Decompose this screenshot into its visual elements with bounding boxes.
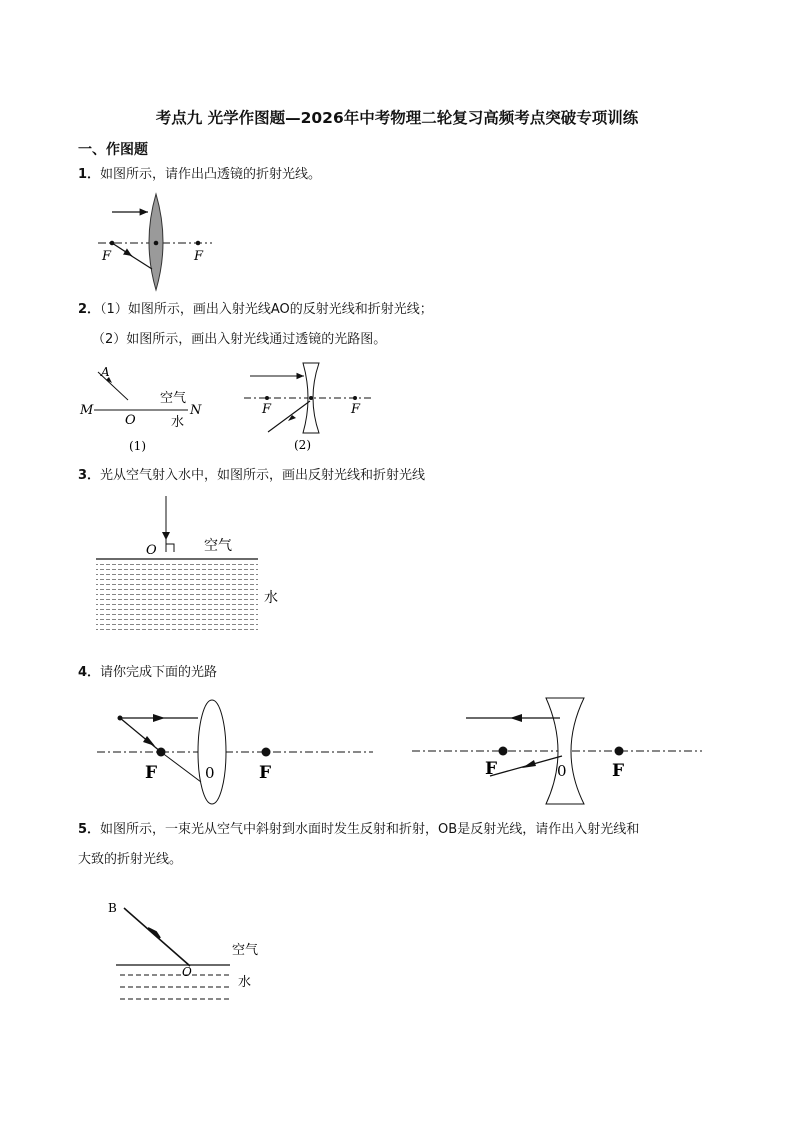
label-f: F: [194, 249, 204, 264]
question-number: 1．: [78, 167, 101, 182]
page-title: 考点九 光学作图题—2026年中考物理二轮复习高频考点突破专项训练: [155, 109, 639, 127]
label-air: 空气: [232, 943, 259, 958]
focal-point: [157, 748, 166, 757]
incident-ray: [120, 718, 161, 752]
question-number: 3．: [78, 468, 101, 483]
label-air: 空气: [160, 391, 187, 406]
label-air: 空气: [204, 538, 232, 554]
label-o: O: [146, 543, 157, 558]
question-text: 大致的折射光线。: [78, 852, 183, 867]
optical-center: [154, 241, 159, 246]
ray-arrow: [148, 928, 160, 938]
label-o: 0: [205, 764, 215, 782]
question-number: 4．: [78, 665, 101, 680]
figure-caption: (2): [294, 438, 311, 452]
focal-point: [110, 241, 115, 246]
question-text: 如图所示，请作出凸透镜的折射光线。: [100, 167, 322, 182]
figure-reflection-refraction: [76, 362, 206, 457]
label-water: 水: [238, 975, 252, 990]
figure-caption: (1): [129, 439, 146, 453]
right-angle-mark: [166, 544, 174, 552]
optical-center: [309, 396, 313, 400]
focal-point: [499, 747, 508, 756]
section-heading: 一、作图题: [78, 142, 148, 158]
figure-concave-lens-2: [410, 692, 705, 812]
label-f: F: [102, 249, 112, 264]
ray-arrow: [153, 714, 165, 722]
question-3: [78, 466, 425, 486]
convex-lens: [198, 700, 226, 804]
question-4: [78, 663, 217, 683]
focal-point: [615, 747, 624, 756]
ray-arrow: [522, 760, 536, 768]
incident-ray: [268, 401, 310, 432]
figure-convex-lens-2: [95, 692, 375, 812]
question-2-part-2: [92, 330, 386, 350]
label-water: 水: [171, 415, 185, 430]
question-number: 5．: [78, 822, 101, 837]
question-5-line-2: [78, 850, 182, 870]
figure-concave-lens: [240, 358, 380, 458]
label-f: F: [262, 402, 272, 417]
label-f: F: [145, 763, 158, 783]
figure-air-water: [94, 492, 294, 642]
figure-reflection: [104, 896, 269, 1006]
question-text: （1）如图所示，画出入射光线AO的反射光线和折射光线；: [100, 302, 433, 317]
figure-convex-lens: [90, 190, 230, 300]
label-o: O: [125, 413, 136, 428]
question-text: 请你完成下面的光路: [100, 665, 218, 680]
label-f: F: [351, 402, 361, 417]
question-text: 光从空气射入水中，如图所示，画出反射光线和折射光线: [100, 468, 426, 483]
label-f: F: [259, 763, 272, 783]
label-water: 水: [264, 590, 278, 606]
label-o: O: [182, 965, 192, 979]
question-2: [78, 300, 433, 320]
ray-arrow: [510, 714, 522, 722]
focal-point: [353, 396, 357, 400]
question-1: [78, 165, 321, 185]
label-a: A: [101, 365, 110, 379]
label-n: N: [190, 403, 202, 418]
focal-point: [262, 748, 271, 757]
focal-point: [265, 396, 269, 400]
question-text: （2）如图所示，画出入射光线通过透镜的光路图。: [92, 332, 387, 347]
ray-arrow: [162, 532, 170, 540]
water-hatching: [96, 560, 258, 634]
label-b: B: [108, 901, 117, 915]
question-5: [78, 820, 639, 840]
incident-ray: [112, 243, 132, 256]
reflected-ray-ob: [124, 908, 190, 966]
incident-ray-tail: [130, 255, 152, 269]
ray-continuation: [161, 752, 201, 782]
label-f: F: [612, 761, 625, 781]
question-text: 如图所示，一束光从空气中斜射到水面时发生反射和折射，OB是反射光线，请作出入射光线和: [100, 822, 640, 837]
label-o: 0: [557, 762, 567, 780]
label-f: F: [485, 759, 498, 779]
label-m: M: [80, 403, 94, 418]
focal-point: [196, 241, 201, 246]
question-number: 2．: [78, 302, 101, 317]
ray-arrow: [143, 736, 155, 746]
